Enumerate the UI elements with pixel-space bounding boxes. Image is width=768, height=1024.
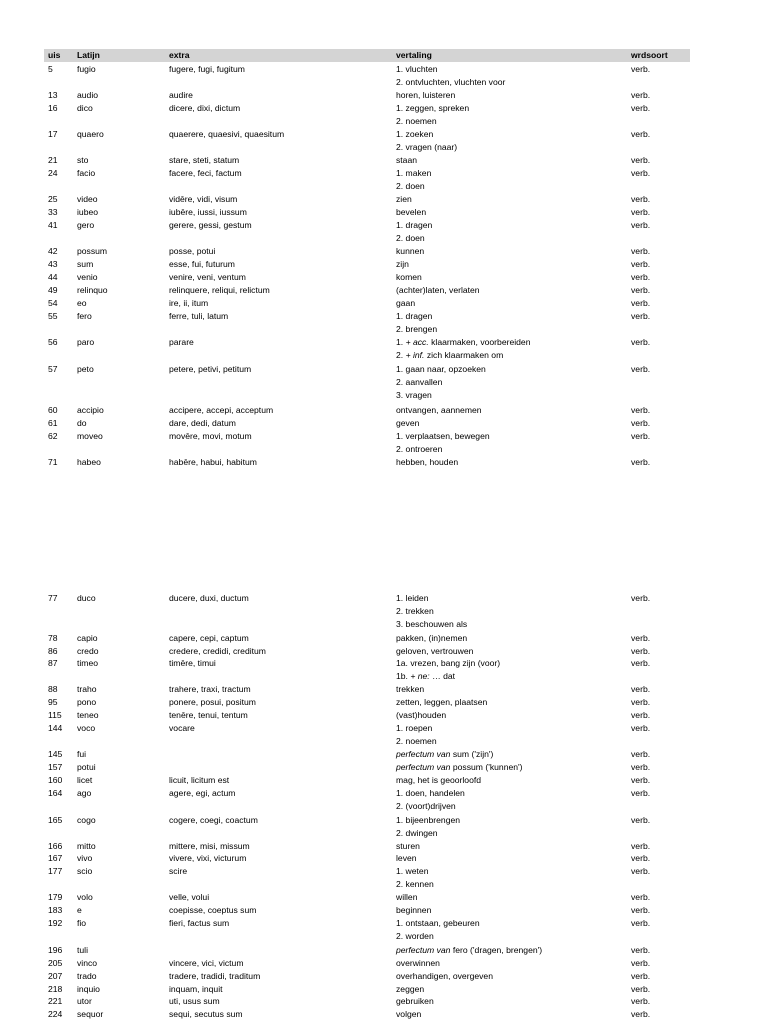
latin-word-cell: tuli [77,945,88,955]
translation-cell: 1. dragen [396,311,433,321]
translation-cell: ontvangen, aannemen [396,405,482,415]
word-type-cell: verb. [631,364,651,374]
extra-forms-cell: posse, potui [169,246,216,256]
latin-word-cell: iubeo [77,207,99,217]
uis-cell: 95 [48,697,58,707]
uis-cell: 196 [48,945,63,955]
latin-word-cell: traho [77,684,97,694]
latin-word-cell: relinquo [77,285,108,295]
extra-forms-cell: inquam, inquit [169,984,223,994]
translation-cell: 2. doen [396,233,425,243]
word-type-cell: verb. [631,194,651,204]
uis-cell: 33 [48,207,58,217]
translation-cell: 2. noemen [396,736,437,746]
header-extra: extra [169,50,190,60]
translation-cell: 1. + acc. klaarmaken, voorbereiden [396,337,531,347]
latin-word-cell: gero [77,220,95,230]
word-type-cell: verb. [631,971,651,981]
uis-cell: 78 [48,633,58,643]
uis-cell: 21 [48,155,58,165]
translation-cell: gebruiken [396,996,434,1006]
word-type-cell: verb. [631,697,651,707]
word-type-cell: verb. [631,285,651,295]
extra-forms-cell: vivere, vixi, victurum [169,853,247,863]
latin-word-cell: vinco [77,958,98,968]
word-type-cell: verb. [631,457,651,467]
word-type-cell: verb. [631,207,651,217]
header-latijn: Latijn [77,50,100,60]
latin-word-cell: inquio [77,984,100,994]
latin-word-cell: fui [77,749,87,759]
latin-word-cell: capio [77,633,98,643]
extra-forms-cell: dare, dedi, datum [169,418,236,428]
translation-cell: pakken, (in)nemen [396,633,468,643]
translation-cell: 1. bijeenbrengen [396,815,461,825]
translation-cell: hebben, houden [396,457,459,467]
extra-forms-cell: venire, veni, ventum [169,272,246,282]
word-type-cell: verb. [631,646,651,656]
extra-forms-cell: cogere, coegi, coactum [169,815,258,825]
uis-cell: 71 [48,457,58,467]
header-vertaling: vertaling [396,50,432,60]
translation-cell: kunnen [396,246,425,256]
translation-cell: mag, het is geoorloofd [396,775,482,785]
translation-cell: willen [396,892,418,902]
word-type-cell: verb. [631,298,651,308]
extra-forms-cell: scire [169,866,188,876]
uis-cell: 177 [48,866,63,876]
latin-word-cell: audio [77,90,99,100]
latin-word-cell: facio [77,168,96,178]
latin-word-cell: accipio [77,405,104,415]
translation-cell: bevelen [396,207,427,217]
uis-cell: 144 [48,723,63,733]
header-uis: uis [48,50,61,60]
uis-cell: 179 [48,892,63,902]
translation-cell: 2. + inf. zich klaarmaken om [396,350,504,360]
translation-cell: 1. maken [396,168,432,178]
latin-word-cell: licet [77,775,93,785]
extra-forms-cell: capere, cepi, captum [169,633,249,643]
uis-cell: 13 [48,90,58,100]
translation-cell: 1. weten [396,866,429,876]
translation-cell: komen [396,272,422,282]
uis-cell: 16 [48,103,58,113]
extra-forms-cell: ducere, duxi, ductum [169,593,249,603]
extra-forms-cell: velle, volui [169,892,210,902]
word-type-cell: verb. [631,945,651,955]
translation-cell: 2. dwingen [396,828,438,838]
latin-word-cell: paro [77,337,95,347]
translation-cell: 2. brengen [396,324,438,334]
word-type-cell: verb. [631,815,651,825]
latin-word-cell: quaero [77,129,104,139]
word-type-cell: verb. [631,958,651,968]
word-type-cell: verb. [631,593,651,603]
translation-cell: 1. verplaatsen, bewegen [396,431,490,441]
word-type-cell: verb. [631,431,651,441]
word-type-cell: verb. [631,64,651,74]
extra-forms-cell: licuit, licitum est [169,775,230,785]
latin-word-cell: cogo [77,815,96,825]
uis-cell: 62 [48,431,58,441]
translation-cell: 1a. vrezen, bang zijn (voor) [396,658,501,668]
word-type-cell: verb. [631,841,651,851]
extra-forms-cell: sequi, secutus sum [169,1009,243,1019]
word-type-cell: verb. [631,259,651,269]
word-type-cell: verb. [631,905,651,915]
uis-cell: 165 [48,815,63,825]
extra-forms-cell: ponere, posui, positum [169,697,256,707]
translation-cell: 1. zoeken [396,129,434,139]
extra-forms-cell: stare, steti, statum [169,155,240,165]
translation-cell: horen, luisteren [396,90,456,100]
translation-cell: zijn [396,259,409,269]
header-wrdsoort: wrdsoort [631,50,668,60]
word-type-cell: verb. [631,892,651,902]
latin-word-cell: scio [77,866,93,876]
word-type-cell: verb. [631,749,651,759]
translation-cell: zetten, leggen, plaatsen [396,697,488,707]
extra-forms-cell: iubēre, iussi, iussum [169,207,247,217]
word-type-cell: verb. [631,723,651,733]
extra-forms-cell: fugere, fugi, fugitum [169,64,245,74]
extra-forms-cell: fieri, factus sum [169,918,230,928]
word-type-cell: verb. [631,633,651,643]
uis-cell: 224 [48,1009,63,1019]
uis-cell: 43 [48,259,58,269]
word-type-cell: verb. [631,129,651,139]
uis-cell: 145 [48,749,63,759]
translation-cell: 2. trekken [396,606,434,616]
translation-cell: beginnen [396,905,432,915]
word-type-cell: verb. [631,1009,651,1019]
extra-forms-cell: gerere, gessi, gestum [169,220,252,230]
translation-cell: 2. noemen [396,116,437,126]
word-type-cell: verb. [631,710,651,720]
latin-word-cell: fero [77,311,92,321]
latin-word-cell: trado [77,971,97,981]
uis-cell: 86 [48,646,58,656]
extra-forms-cell: mittere, misi, missum [169,841,250,851]
extra-forms-cell: ferre, tuli, latum [169,311,229,321]
uis-cell: 41 [48,220,58,230]
latin-word-cell: e [77,905,82,915]
latin-word-cell: credo [77,646,99,656]
translation-cell: 1. doen, handelen [396,788,465,798]
latin-word-cell: ago [77,788,92,798]
word-type-cell: verb. [631,246,651,256]
translation-cell: 3. beschouwen als [396,619,468,629]
extra-forms-cell: facere, feci, factum [169,168,242,178]
translation-cell: overwinnen [396,958,440,968]
translation-cell: perfectum van fero ('dragen, brengen') [396,945,543,955]
latin-word-cell: fugio [77,64,96,74]
extra-forms-cell: vincere, vici, victum [169,958,244,968]
translation-cell: 1. zeggen, spreken [396,103,470,113]
uis-cell: 17 [48,129,58,139]
uis-cell: 88 [48,684,58,694]
translation-cell: 2. (voort)drijven [396,801,456,811]
extra-forms-cell: trahere, traxi, tractum [169,684,251,694]
latin-word-cell: potui [77,762,96,772]
latin-word-cell: sum [77,259,94,269]
uis-cell: 54 [48,298,58,308]
uis-cell: 87 [48,658,58,668]
translation-cell: (achter)laten, verlaten [396,285,480,295]
word-type-cell: verb. [631,90,651,100]
uis-cell: 218 [48,984,63,994]
extra-forms-cell: tenēre, tenui, tentum [169,710,248,720]
latin-word-cell: peto [77,364,94,374]
translation-cell: overhandigen, overgeven [396,971,493,981]
uis-cell: 164 [48,788,63,798]
latin-word-cell: habeo [77,457,101,467]
word-type-cell: verb. [631,762,651,772]
translation-cell: geloven, vertrouwen [396,646,474,656]
latin-word-cell: sequor [77,1009,104,1019]
latin-word-cell: mitto [77,841,96,851]
uis-cell: 5 [48,64,53,74]
uis-cell: 56 [48,337,58,347]
translation-cell: staan [396,155,418,165]
latin-word-cell: utor [77,996,92,1006]
translation-cell: perfectum van sum ('zijn') [396,749,494,759]
extra-forms-cell: coepisse, coeptus sum [169,905,257,915]
word-type-cell: verb. [631,996,651,1006]
extra-forms-cell: timēre, timui [169,658,216,668]
word-type-cell: verb. [631,866,651,876]
latin-word-cell: do [77,418,87,428]
word-type-cell: verb. [631,103,651,113]
uis-cell: 115 [48,710,62,720]
extra-forms-cell: agere, egi, actum [169,788,236,798]
word-type-cell: verb. [631,918,651,928]
translation-cell: 1. ontstaan, gebeuren [396,918,480,928]
uis-cell: 183 [48,905,63,915]
uis-cell: 221 [48,996,63,1006]
translation-cell: sturen [396,841,420,851]
uis-cell: 192 [48,918,63,928]
latin-word-cell: voco [77,723,96,733]
word-type-cell: verb. [631,168,651,178]
extra-forms-cell: tradere, tradidi, traditum [169,971,261,981]
translation-cell: 2. vragen (naar) [396,142,458,152]
header-row-background [44,49,690,62]
translation-cell: leven [396,853,417,863]
uis-cell: 44 [48,272,58,282]
extra-forms-cell: dicere, dixi, dictum [169,103,241,113]
word-type-cell: verb. [631,658,651,668]
extra-forms-cell: vidēre, vidi, visum [169,194,238,204]
uis-cell: 167 [48,853,63,863]
word-type-cell: verb. [631,220,651,230]
word-type-cell: verb. [631,853,651,863]
word-type-cell: verb. [631,684,651,694]
latin-word-cell: moveo [77,431,103,441]
uis-cell: 25 [48,194,58,204]
uis-cell: 60 [48,405,58,415]
translation-cell: zien [396,194,412,204]
word-type-cell: verb. [631,155,651,165]
uis-cell: 57 [48,364,58,374]
latin-word-cell: vivo [77,853,93,863]
uis-cell: 157 [48,762,63,772]
word-type-cell: verb. [631,405,651,415]
translation-cell: 3. vragen [396,390,432,400]
extra-forms-cell: petere, petivi, petitum [169,364,252,374]
extra-forms-cell: esse, fui, futurum [169,259,235,269]
uis-cell: 160 [48,775,63,785]
translation-cell: 2. worden [396,931,434,941]
translation-cell: zeggen [396,984,425,994]
translation-cell: 1. gaan naar, opzoeken [396,364,486,374]
translation-cell: 1. vluchten [396,64,438,74]
translation-cell: 1. leiden [396,593,429,603]
extra-forms-cell: vocare [169,723,195,733]
translation-cell: 1. dragen [396,220,433,230]
uis-cell: 61 [48,418,58,428]
word-type-cell: verb. [631,337,651,347]
latin-word-cell: venio [77,272,98,282]
translation-cell: 1. roepen [396,723,433,733]
latin-word-cell: dico [77,103,93,113]
extra-forms-cell: uti, usus sum [169,996,220,1006]
word-type-cell: verb. [631,788,651,798]
latin-word-cell: sto [77,155,89,165]
latin-word-cell: volo [77,892,93,902]
uis-cell: 49 [48,285,58,295]
uis-cell: 24 [48,168,58,178]
extra-forms-cell: quaerere, quaesivi, quaesitum [169,129,285,139]
word-type-cell: verb. [631,775,651,785]
uis-cell: 205 [48,958,63,968]
uis-cell: 55 [48,311,58,321]
latin-word-cell: pono [77,697,97,707]
translation-cell: perfectum van possum ('kunnen') [396,762,523,772]
word-type-cell: verb. [631,984,651,994]
extra-forms-cell: relinquere, reliqui, relictum [169,285,270,295]
uis-cell: 42 [48,246,58,256]
word-type-cell: verb. [631,272,651,282]
word-type-cell: verb. [631,418,651,428]
latin-word-cell: duco [77,593,96,603]
translation-cell: volgen [396,1009,422,1019]
extra-forms-cell: movēre, movi, motum [169,431,252,441]
latin-word-cell: fio [77,918,87,928]
translation-cell: gaan [396,298,416,308]
uis-cell: 166 [48,841,63,851]
translation-cell: geven [396,418,420,428]
uis-cell: 207 [48,971,63,981]
latin-word-cell: eo [77,298,87,308]
extra-forms-cell: ire, ii, itum [169,298,209,308]
translation-cell: 2. ontroeren [396,444,443,454]
extra-forms-cell: habēre, habui, habitum [169,457,257,467]
uis-cell: 77 [48,593,58,603]
extra-forms-cell: audire [169,90,193,100]
translation-cell: trekken [396,684,425,694]
latin-word-cell: video [77,194,98,204]
word-type-cell: verb. [631,311,651,321]
translation-cell: 2. kennen [396,879,434,889]
translation-cell: 2. aanvallen [396,377,443,387]
latin-word-cell: possum [77,246,108,256]
extra-forms-cell: parare [169,337,194,347]
extra-forms-cell: credere, credidi, creditum [169,646,266,656]
latin-word-cell: timeo [77,658,99,668]
extra-forms-cell: accipere, accepi, acceptum [169,405,274,415]
translation-cell: 1b. + ne: … dat [396,671,456,681]
translation-cell: 2. ontvluchten, vluchten voor [396,77,506,87]
translation-cell: (vast)houden [396,710,447,720]
translation-cell: 2. doen [396,181,425,191]
latin-word-cell: teneo [77,710,99,720]
